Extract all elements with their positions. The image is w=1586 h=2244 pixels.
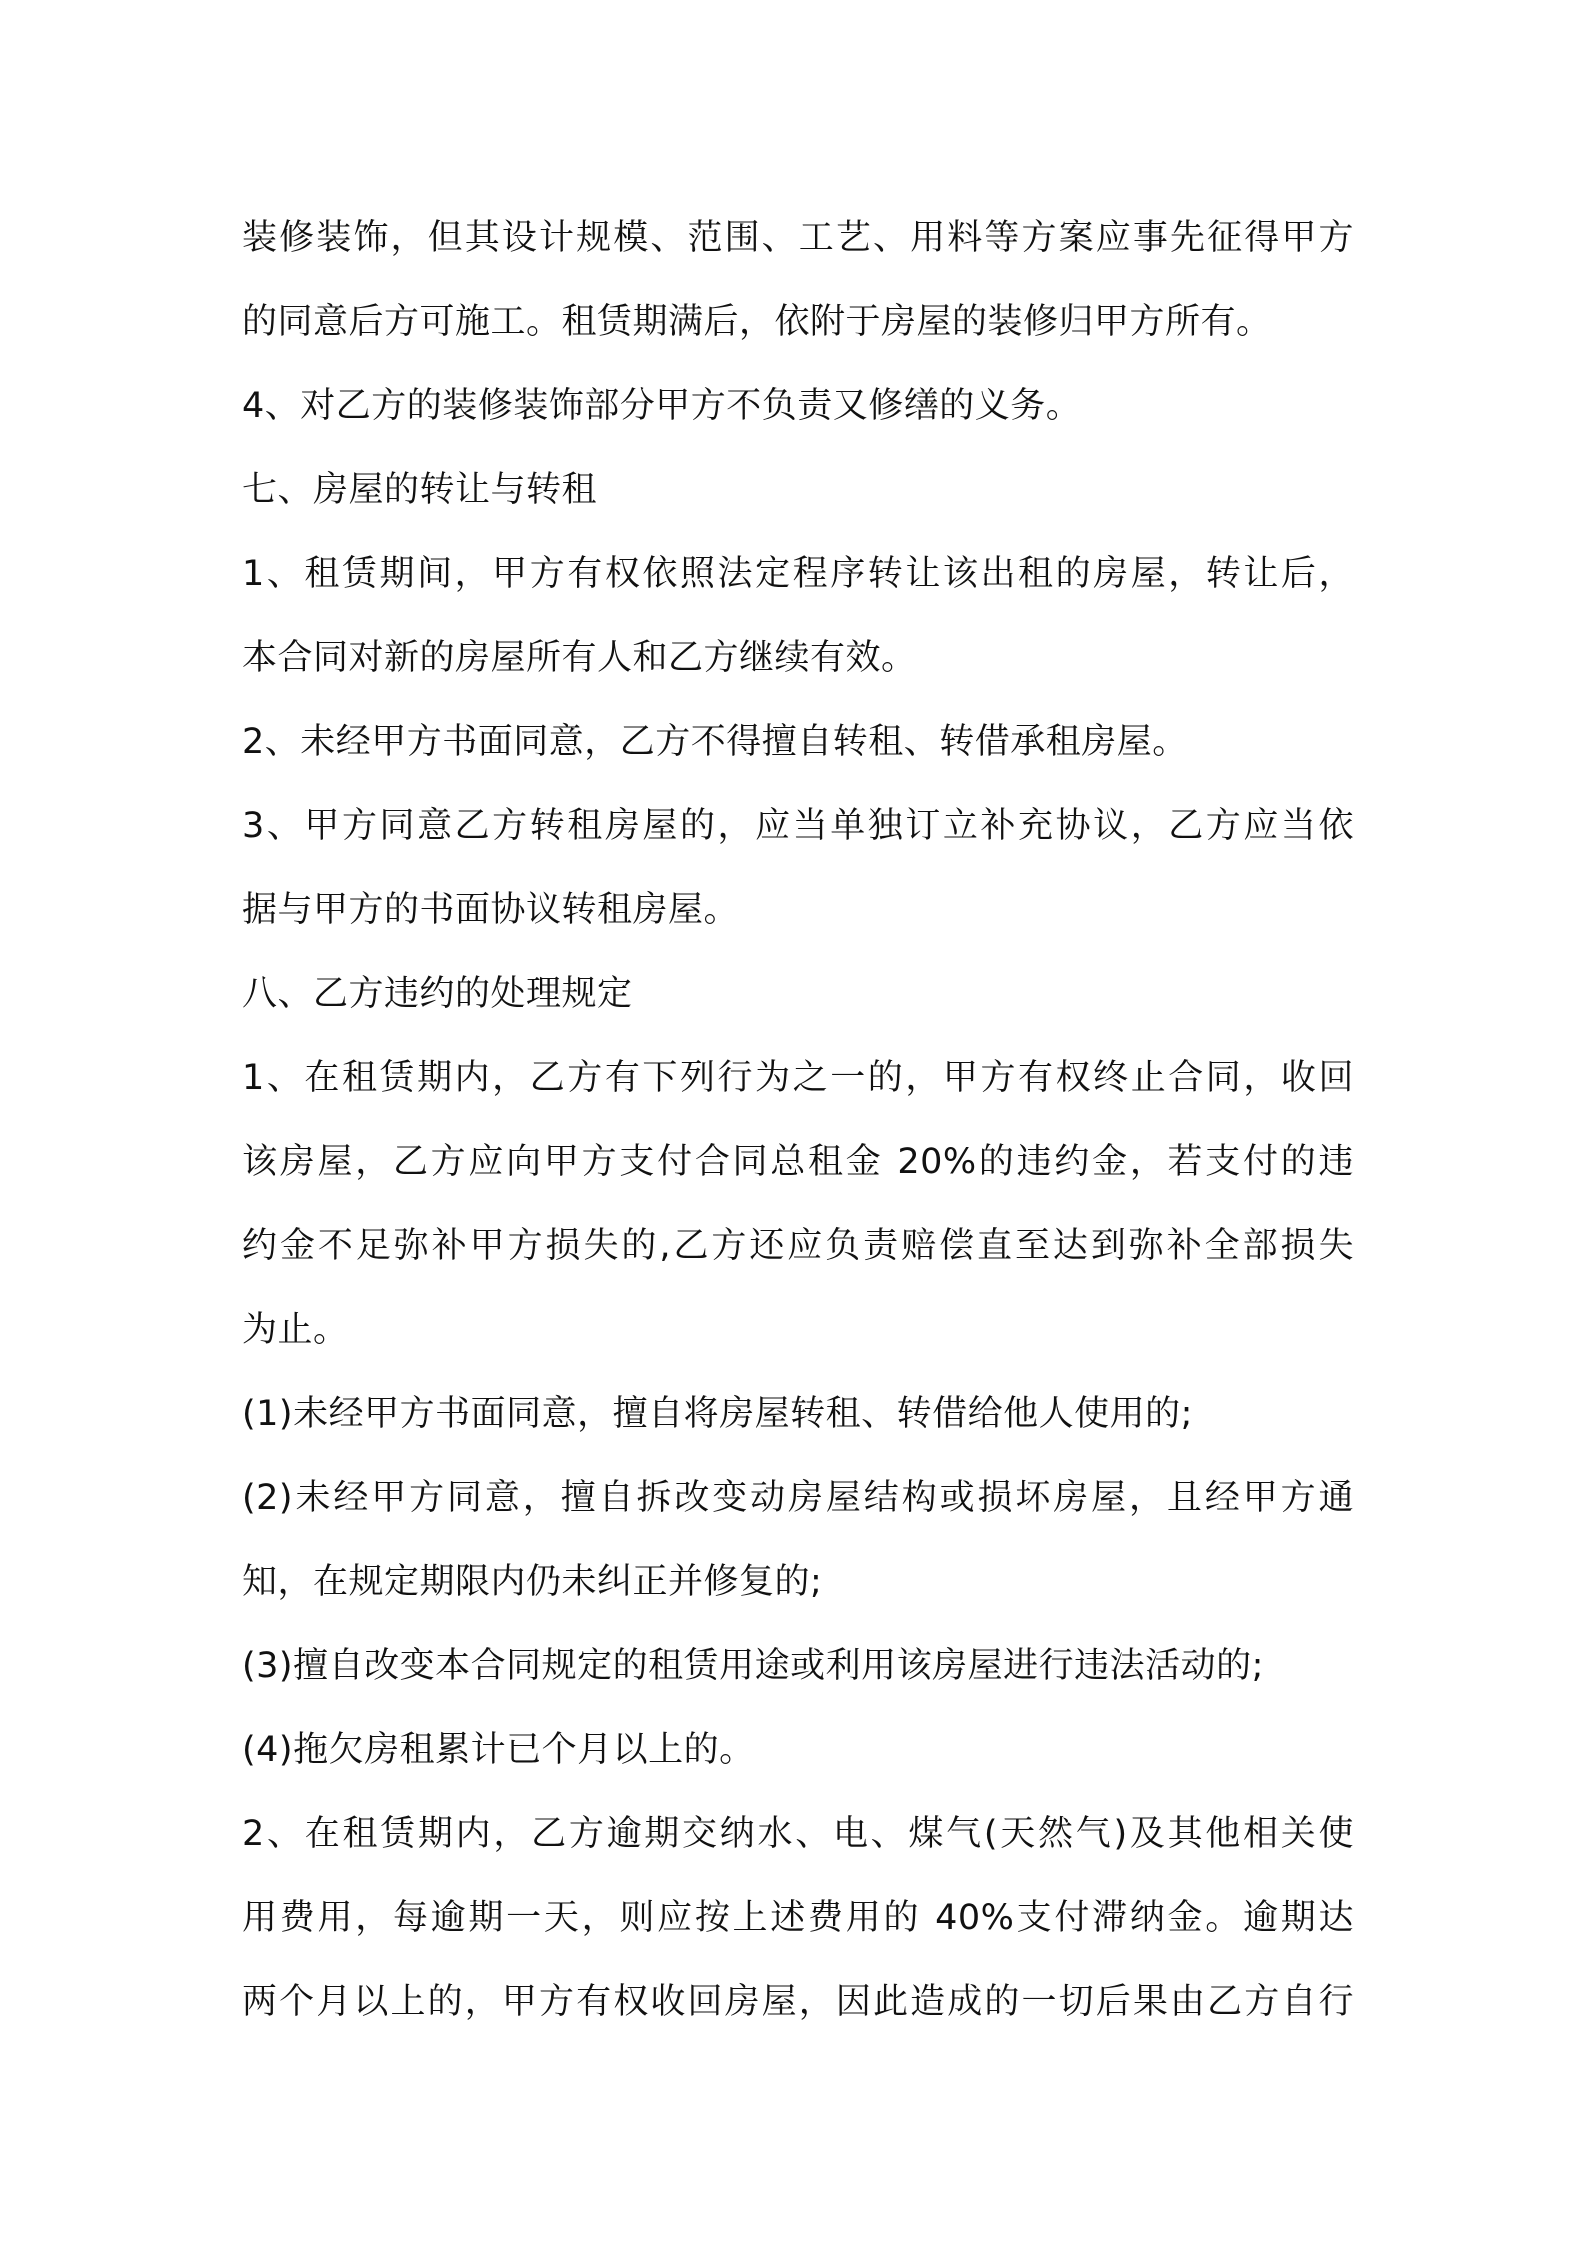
text-line: (4)拖欠房租累计已个月以上的。 (242, 1730, 755, 1770)
document-body (242, 196, 1354, 2044)
text-line: 据与甲方的书面协议转租房屋。 (242, 890, 740, 930)
text-line: 1、租赁期间，甲方有权依照法定程序转让该出租的房屋，转让后， (242, 554, 1354, 594)
text-line: 4、对乙方的装修装饰部分甲方不负责又修缮的义务。 (242, 386, 1082, 426)
section-heading: 八、乙方违约的处理规定 (242, 974, 633, 1014)
text-line: 约金不足弥补甲方损失的,乙方还应负责赔偿直至达到弥补全部损失 (242, 1226, 1354, 1266)
text-line: 该房屋，乙方应向甲方支付合同总租金 20%的违约金，若支付的违 (242, 1142, 1354, 1182)
text-line: 本合同对新的房屋所有人和乙方继续有效。 (242, 638, 917, 678)
text-line: (1)未经甲方书面同意，擅自将房屋转租、转借给他人使用的; (242, 1394, 1193, 1434)
text-line: 知，在规定期限内仍未纠正并修复的; (242, 1562, 823, 1602)
text-line: 3、甲方同意乙方转租房屋的，应当单独订立补充协议，乙方应当依 (242, 806, 1354, 846)
text-line: 为止。 (242, 1310, 349, 1350)
text-line: 2、未经甲方书面同意，乙方不得擅自转租、转借承租房屋。 (242, 722, 1188, 762)
text-line: 1、在租赁期内，乙方有下列行为之一的，甲方有权终止合同，收回 (242, 1058, 1354, 1098)
section-heading: 七、房屋的转让与转租 (242, 470, 598, 510)
text-line: 的同意后方可施工。租赁期满后，依附于房屋的装修归甲方所有。 (242, 302, 1272, 342)
text-line: (3)擅自改变本合同规定的租赁用途或利用该房屋进行违法活动的; (242, 1646, 1264, 1686)
text-line: 用费用，每逾期一天，则应按上述费用的 40%支付滞纳金。逾期达 (242, 1898, 1354, 1938)
text-line: 装修装饰，但其设计规模、范围、工艺、用料等方案应事先征得甲方 (242, 218, 1354, 258)
text-line: 2、在租赁期内，乙方逾期交纳水、电、煤气(天然气)及其他相关使 (242, 1814, 1354, 1854)
text-line: 两个月以上的，甲方有权收回房屋，因此造成的一切后果由乙方自行 (242, 1982, 1354, 2022)
text-line: (2)未经甲方同意，擅自拆改变动房屋结构或损坏房屋，且经甲方通 (242, 1478, 1354, 1518)
